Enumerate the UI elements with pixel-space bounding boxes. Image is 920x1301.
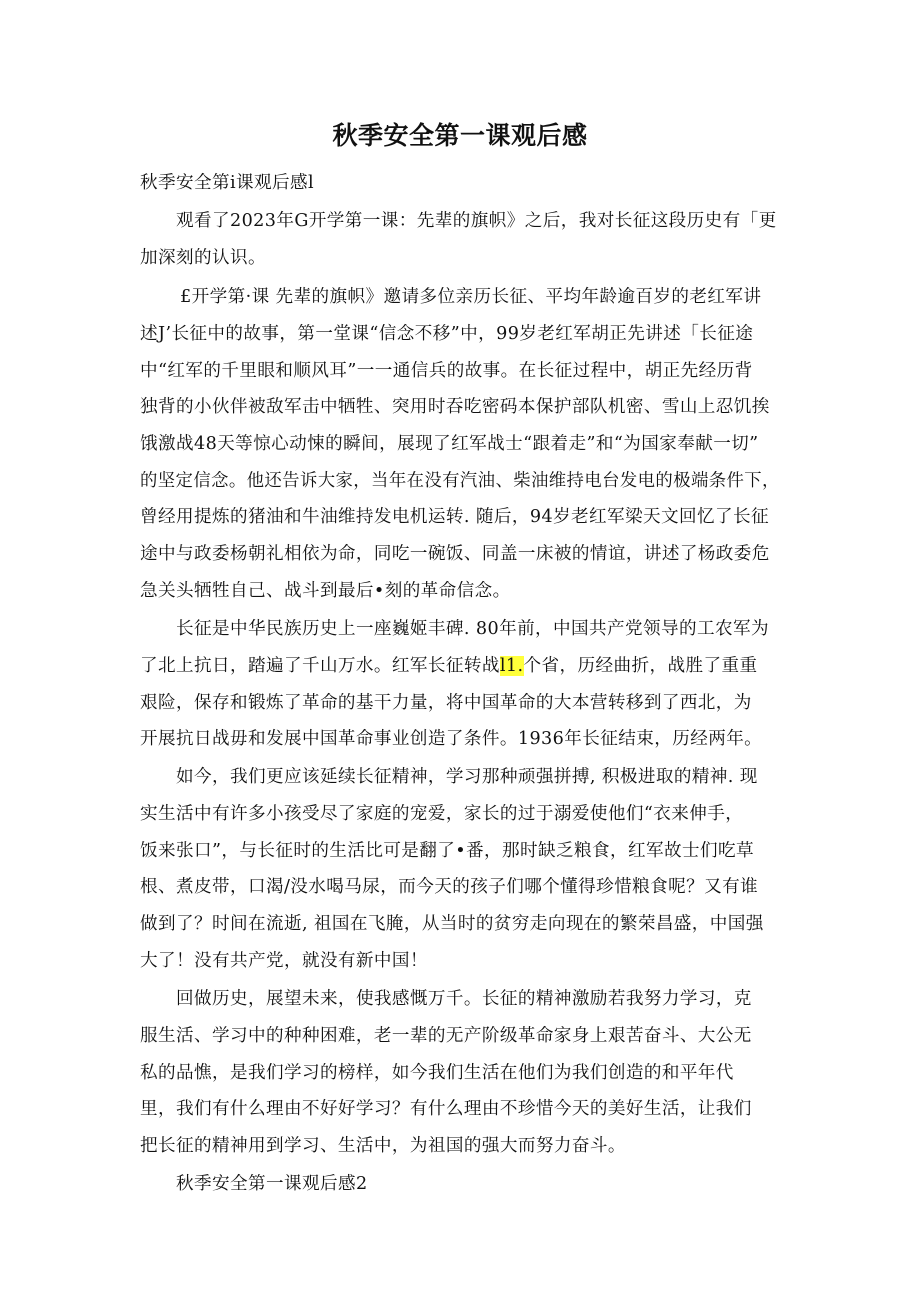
- paragraph-3-line-4: 开展抗日战毋和发展中国革命事业创造了条件。1936年长征结束，历经两年。: [140, 729, 763, 749]
- document-title: 秋季安全第一课观后感: [332, 121, 588, 150]
- section-heading-2: 秋季安全第一课观后感2: [176, 1174, 368, 1194]
- paragraph-3-line-2-start: 了北上抗日，踏遍了千山万水。红军长征转战: [140, 656, 500, 676]
- paragraph-5-line-2: 服生活、学习中的种种困难，老一辈的无产阶级革命家身上艰苦奋斗、大公无: [140, 1026, 752, 1046]
- paragraph-2-line-3: 中“红军的千里眼和顺风耳”一一通信兵的故事。在长征过程中，胡正先经历背: [140, 361, 753, 381]
- paragraph-4-line-1: 如今，我们更应该延续长征精神，学习那种顽强拼搏, 积极进取的精神. 现: [176, 767, 758, 787]
- paragraph-3-line-2: [140, 654, 757, 678]
- paragraph-1-line-1: 观看了2023年G开学第一课：先辈的旗帜》之后，我对长征这段历史有「更: [176, 211, 777, 231]
- paragraph-2-line-6: 的坚定信念。他还告诉大家，当年在没有汽油、柴油维持电台发电的极端条件下，: [140, 471, 780, 491]
- paragraph-5-line-1: 回做历史，展望未来，使我感慨万千。长征的精神激励若我努力学习，克: [176, 989, 752, 1009]
- paragraph-1-line-2: 加深刻的认识。: [140, 248, 266, 268]
- paragraph-3-line-1: 长征是中华民族历史上一座巍姬丰碑. 80年前，中国共产党领导的工农军为: [176, 619, 769, 639]
- paragraph-2-line-2: 述J’长征中的故事，第一堂课“信念不移”中，99岁老红军胡正先讲述「长征途: [140, 324, 754, 344]
- paragraph-4-line-4: 根、煮皮带，口渴/没水喝马尿，而今天的孩子们哪个懂得珍惜粮食呢？又有谁: [140, 877, 759, 897]
- paragraph-2-line-4: 独背的小伙伴被敌军击中牺牲、突用时吞吃密码本保护部队机密、雪山上忍饥挨: [140, 397, 770, 417]
- paragraph-2-line-8: 途中与政委杨朝礼相依为命，同吃一碗饭、同盖一床被的情谊，讲述了杨政委危: [140, 544, 770, 564]
- paragraph-4-line-3: 饭来张口”，与长征时的生活比可是翻了•番，那时缺乏粮食，红军故士们吃草: [140, 841, 754, 861]
- paragraph-5-line-3: 私的品憔，是我们学习的榜样，如今我们生活在他们为我们创造的和平年代: [140, 1063, 734, 1083]
- paragraph-4-line-5: 做到了？时间在流逝, 祖国在飞腌，从当时的贫穷走向现在的繁荣昌盛，中国强: [140, 914, 764, 934]
- paragraph-2-line-7: 曾经用提炼的猪油和牛油维持发电机运转. 随后，94岁老红军梁天文回忆了长征: [140, 507, 769, 527]
- paragraph-3-line-3: 艰险，保存和锻炼了革命的基干力量，将中国革命的大本营转移到了西北，为: [140, 693, 752, 713]
- paragraph-5-line-4: 里，我们有什么理由不好好学习？有什么理由不珍惜今天的美好生活，让我们: [140, 1099, 752, 1119]
- paragraph-2-line-9: 急关头牺牲自己、战斗到最后•刻的革命信念。: [140, 581, 511, 601]
- paragraph-4-line-6: 大了！没有共产党，就没有新中国！: [140, 951, 428, 971]
- paragraph-2-line-1: £开学第·课 先辈的旗帜》邀请多位亲历长征、平均年龄逾百岁的老红军讲: [180, 287, 762, 307]
- section-heading-1: 秋季安全第i课观后感l: [140, 173, 314, 193]
- paragraph-5-line-5: 把长征的精神用到学习、生活中，为祖国的强大而努力奋斗。: [140, 1136, 626, 1156]
- paragraph-4-line-2: 实生活中有许多小孩受尽了家庭的宠爱，家长的过于溺爱使他们“衣来伸手，: [140, 804, 744, 824]
- paragraph-2-line-5: 饿激战48天等惊心动悚的瞬间，展现了红军战士“跟着走”和“为国家奉献一切”: [140, 434, 759, 454]
- highlighted-text: l1.: [499, 656, 524, 676]
- paragraph-3-line-2-end: 个省，历经曲折，战胜了重重: [523, 656, 758, 676]
